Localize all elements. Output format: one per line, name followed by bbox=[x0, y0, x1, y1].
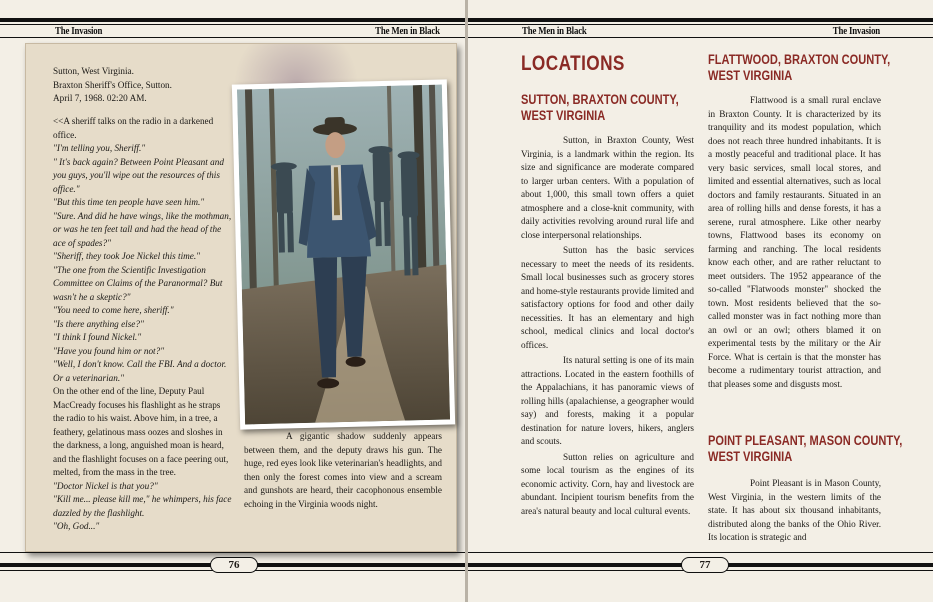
location-block bbox=[53, 65, 243, 106]
paragraph: Flattwood is a small rural enclave in Braxton County. It is characterized by its tranquility and its modest population, which does not reach three hundred inhabitants. It is a mostly peaceful and traditional place. It has very basic services, small local stores, and limited and essential alternatives, such as local doctors and family restaurants. Situated in an area of rolling hills and dense forests, it has a serene, rural atmosphere. Like other nearby towns, Flattwood bases its economy on farming and ranching. The local residents know each other, and are rather reluctant to meet outsiders. The 1952 appearance of the so-called "Flatwoods monster" shocked the town. Most residents believed that the so-called monster was in fact nothing more than an owl or an owl; others blamed it on experimental tests by the military or the Air Force. What is certain is that the monster has become a rudimentary tourist attraction, and that pleases some and disgusts most. bbox=[708, 95, 881, 389]
sutton-text bbox=[521, 134, 694, 518]
paragraph: Sutton has the basic services necessary to meet the needs of its residents. Small local businesses such as grocery stores and home-style restaurants provide limited and satisfactory options for food and other daily necessities. It has an elementary and high school, medical clinics and local doctor's offices. bbox=[521, 245, 694, 350]
men-in-forest-illustration bbox=[232, 79, 455, 429]
dialogue-line: "Have you found him or not?" bbox=[53, 345, 165, 356]
dialogue-line: "Is there anything else?" bbox=[53, 318, 144, 329]
dialogue-line: "I think I found Nickel." bbox=[53, 332, 142, 342]
dialogue-line: "Sheriff, they took Joe Nickel this time." bbox=[53, 251, 201, 261]
dialogue-line: "The one from the Scientific Investigation Committee on Claims of the Paranormal? But wasn't he a skeptic?" bbox=[53, 264, 223, 302]
dialogue-line: "Doctor Nickel is that you?" bbox=[53, 480, 158, 491]
paragraph: Sutton relies on agriculture and some local tourism as the engines of its economic activity. Corn, hay and livestock are abundant. Incipient tourism benefits from the area's natural beauty and local cultural events. bbox=[521, 451, 694, 516]
left-page bbox=[0, 0, 466, 602]
page-number-badge bbox=[204, 557, 264, 573]
dialogue-line: "Kill me... please kill me," he whimpers, his face dazzled by the flashlight. bbox=[53, 494, 232, 518]
dialogue-block bbox=[53, 115, 233, 534]
section-heading-line: SUTTON, BRAXTON COUNTY, bbox=[521, 92, 679, 107]
dialogue-line: "Sure. And did he have wings, like the mothman, or was he ten feet tall and had the head of the ace of spades?" bbox=[53, 210, 232, 248]
footer-rule-thin bbox=[468, 552, 933, 553]
section-heading-line: WEST VIRGINIA bbox=[708, 68, 793, 83]
header-rule-bottom bbox=[0, 37, 466, 38]
location-line: Braxton Sheriff's Office, Sutton. bbox=[53, 79, 172, 90]
paragraph: Point Pleasant is in Mason County, West Virginia, in the western limits of the state. It has about six thousand inhabitants, distributed along the banks of the Ohio River. Its location is strategic and bbox=[708, 478, 881, 542]
caption-paragraph: A gigantic shadow suddenly appears between them, and the deputy draws his gun. The huge, red eyes look like veterinarian's headlights, and then only the forest comes into view and a scream and gunshots are heard, their cacophonous ensemble echoing in the Virginia woods night. bbox=[244, 431, 442, 509]
section-heading bbox=[521, 92, 679, 124]
dialogue-line: <<A sheriff talks on the radio in a darkened office. bbox=[53, 116, 214, 140]
paragraph: Sutton, in Braxton County, West Virginia, is a landmark within the region. Its size and significance are moderate compared to larger urban centers. With a population of about 1,000, this small town offers a quiet atmosphere and a close-knit community, with daily activities revolving around rural life and close interpersonal relationships. bbox=[521, 135, 694, 240]
section-heading bbox=[708, 433, 902, 465]
page-title: LOCATIONS bbox=[521, 52, 625, 75]
section-heading-line: WEST VIRGINIA bbox=[708, 449, 793, 464]
page-number-badge bbox=[675, 557, 735, 573]
flattwood-text bbox=[708, 94, 881, 391]
section-heading-line: POINT PLEASANT, MASON COUNTY, bbox=[708, 433, 903, 448]
dialogue-line: "Well, I don't know. Call the FBI. And a doctor. Or a veterinarian." bbox=[53, 359, 227, 383]
location-line: Sutton, West Virginia. bbox=[53, 66, 134, 76]
caption-block bbox=[244, 430, 442, 511]
section-heading bbox=[708, 52, 890, 84]
running-head-left: The Men in Black bbox=[522, 25, 587, 37]
right-page bbox=[468, 0, 933, 602]
point-pleasant-text bbox=[708, 477, 881, 545]
header-rule bbox=[468, 18, 933, 22]
header-rule bbox=[0, 18, 466, 22]
running-head-right: The Invasion bbox=[832, 25, 880, 37]
location-line: April 7, 1968. 02:20 AM. bbox=[53, 93, 147, 103]
page-number: 77 bbox=[681, 557, 729, 573]
dialogue-line: "I'm telling you, Sheriff." bbox=[53, 143, 146, 153]
footer-rule-thin bbox=[0, 552, 466, 553]
dialogue-line: "You need to come here, sheriff." bbox=[53, 305, 174, 315]
illustration-art bbox=[237, 85, 450, 425]
dialogue-line: "Oh, God..." bbox=[53, 521, 100, 531]
page-number: 76 bbox=[210, 557, 258, 573]
section-heading-line: FLATTWOOD, BRAXTON COUNTY, bbox=[708, 52, 891, 67]
section-heading-line: WEST VIRGINIA bbox=[521, 108, 606, 123]
running-head-left: The Invasion bbox=[55, 25, 103, 37]
header-rule-bottom bbox=[468, 37, 933, 38]
running-head-right: The Men in Black bbox=[375, 25, 440, 37]
dialogue-line: " It's back again? Between Point Pleasant and you guys, you'll wipe out the resources of this office." bbox=[53, 156, 224, 194]
narration-paragraph: On the other end of the line, Deputy Paul MacCready focuses his flashlight as he straps the radio to his waist. Above him, in a tree, a feathery, gelatinous mass oozes and sloshes in the darkness, a long, anguished moan is heard, and the flashlight focuses on a face peering out, melted, from the mass in the tree. bbox=[53, 386, 229, 477]
dialogue-line: "But this time ten people have seen him." bbox=[53, 197, 205, 207]
paragraph: Its natural setting is one of its main attractions. Located in the eastern foothills of the Appalachians, it has panoramic views of rolling hills (apalachiense, a geographer would say) and forests, making it a popular destination for nature lovers, hikers, anglers and scouts. bbox=[521, 355, 694, 446]
